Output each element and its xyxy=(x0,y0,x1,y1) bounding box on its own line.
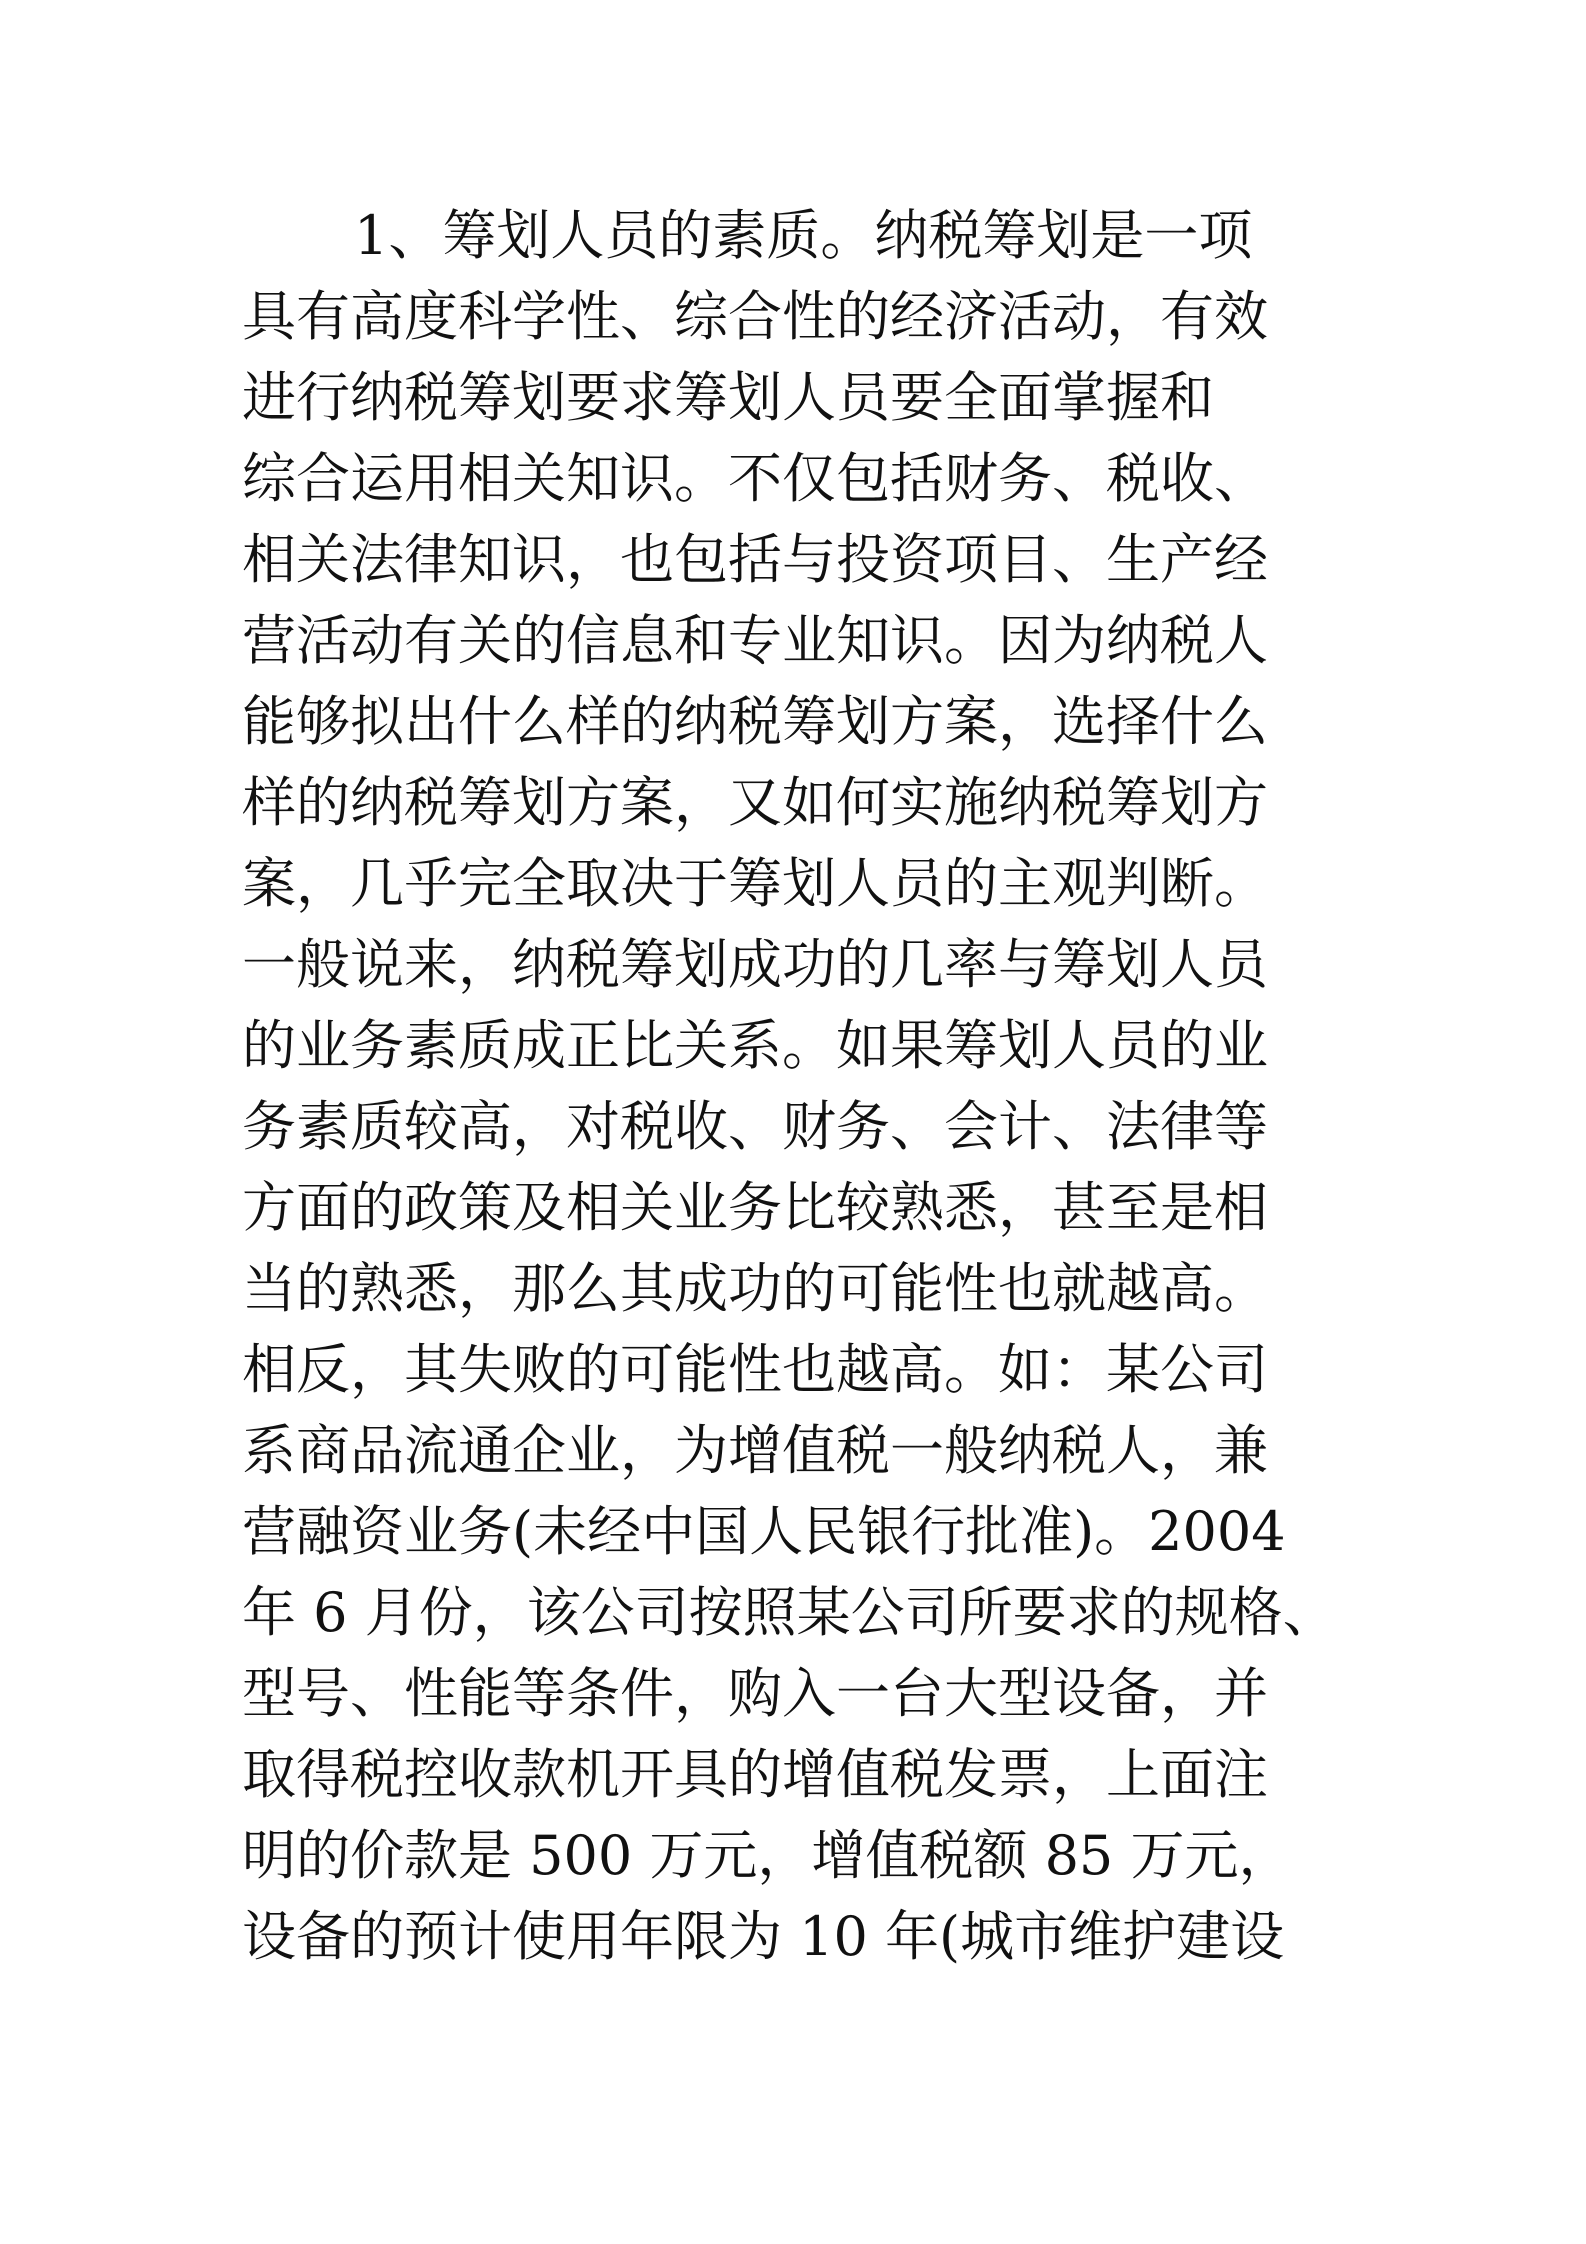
text-line-19: 型号、性能等条件，购入一台大型设备，并 xyxy=(242,1662,1268,1725)
text-line-3: 进行纳税筹划要求筹划人员要全面掌握和 xyxy=(242,366,1214,429)
text-line-21: 明的价款是 500 万元，增值税额 85 万元， xyxy=(242,1824,1293,1887)
text-line-8: 样的纳税筹划方案，又如何实施纳税筹划方 xyxy=(242,771,1268,834)
text-line-17: 营融资业务(未经中国人民银行批准)。2004 xyxy=(242,1500,1286,1563)
text-line-9: 案，几乎完全取决于筹划人员的主观判断。 xyxy=(242,852,1268,915)
text-line-14: 当的熟悉，那么其成功的可能性也就越高。 xyxy=(242,1257,1268,1320)
text-line-4: 综合运用相关知识。不仅包括财务、税收、 xyxy=(242,447,1268,510)
text-line-15: 相反，其失败的可能性也越高。如：某公司 xyxy=(242,1338,1268,1401)
text-line-18: 年 6 月份，该公司按照某公司所要求的规格、 xyxy=(242,1581,1337,1644)
text-line-13: 方面的政策及相关业务比较熟悉，甚至是相 xyxy=(242,1176,1268,1239)
text-line-1: 1、筹划人员的素质。纳税筹划是一项 xyxy=(354,204,1253,267)
text-line-6: 营活动有关的信息和专业知识。因为纳税人 xyxy=(242,609,1268,672)
text-line-2: 具有高度科学性、综合性的经济活动，有效 xyxy=(242,285,1268,348)
text-line-16: 系商品流通企业，为增值税一般纳税人，兼 xyxy=(242,1419,1268,1482)
text-line-22: 设备的预计使用年限为 10 年(城市维护建设 xyxy=(242,1905,1285,1968)
text-line-5: 相关法律知识，也包括与投资项目、生产经 xyxy=(242,528,1268,591)
text-line-12: 务素质较高，对税收、财务、会计、法律等 xyxy=(242,1095,1268,1158)
text-line-11: 的业务素质成正比关系。如果筹划人员的业 xyxy=(242,1014,1268,1077)
text-line-7: 能够拟出什么样的纳税筹划方案，选择什么 xyxy=(242,690,1268,753)
body-text xyxy=(242,195,1382,1977)
text-line-20: 取得税控收款机开具的增值税发票，上面注 xyxy=(242,1743,1268,1806)
text-line-10: 一般说来，纳税筹划成功的几率与筹划人员 xyxy=(242,933,1268,996)
